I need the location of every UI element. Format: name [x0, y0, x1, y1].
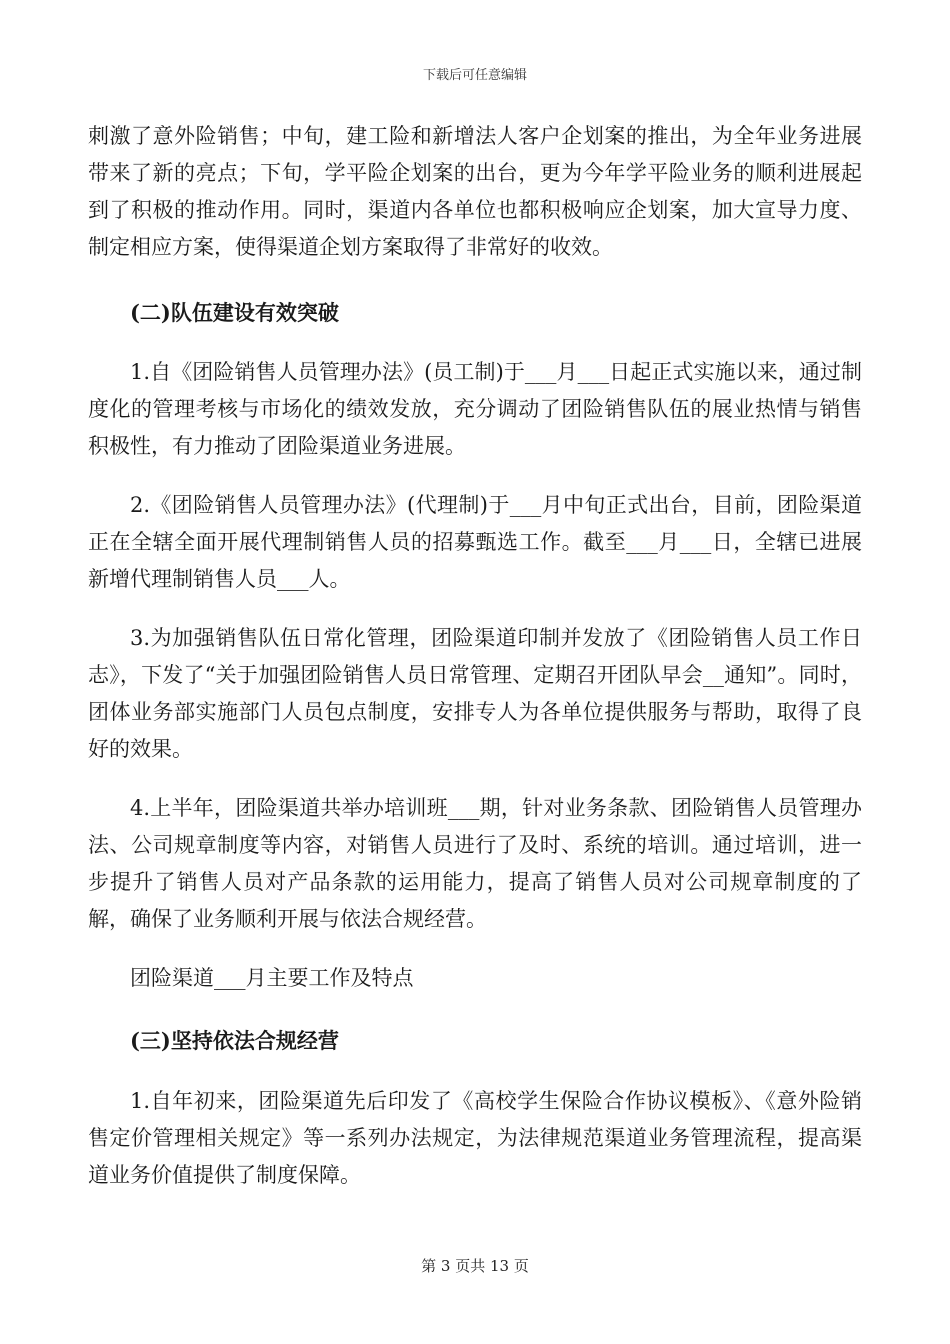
document-body — [88, 118, 862, 1194]
section-heading-3: (三)坚持依法合规经营 — [130, 1028, 339, 1053]
paragraph-item-1: 1.自《团险销售人员管理办法》(员工制)于___月___日起正式实施以来，通过制度化的管理考核与市场化的绩效发放，充分调动了团险销售队伍的展业热情与销售积极性，有力推动了团险渠道业务进展。 — [88, 360, 862, 458]
paragraph-item-4: 4.上半年，团险渠道共举办培训班___期，针对业务条款、团险销售人员管理办法、公司规章制度等内容，对销售人员进行了及时、系统的培训。通过培训，进一步提升了销售人员对产品条款的运用能力，提高了销售人员对公司规章制度的了解，确保了业务顺利开展与依法合规经营。 — [88, 796, 862, 931]
page-footer: 第 3 页共 13 页 — [421, 1257, 529, 1275]
page-header: 下载后可任意编辑 — [422, 68, 527, 83]
paragraph-item-2: 2.《团险销售人员管理办法》(代理制)于___月中旬正式出台，目前，团险渠道正在全辖全面开展代理制销售人员的招募甄选工作。截至___月___日，全辖已进展新增代理制销售人员___人。 — [88, 493, 862, 591]
paragraph-item-1b: 1.自年初来，团险渠道先后印发了《高校学生保险合作协议模板》、《意外险销售定价管理相关规定》等一系列办法规定，为法律规范渠道业务管理流程，提高渠道业务价值提供了制度保障。 — [88, 1089, 862, 1187]
section-heading-2: (二)队伍建设有效突破 — [130, 300, 339, 325]
paragraph-continuation: 刺激了意外险销售；中旬，建工险和新增法人客户企划案的推出，为全年业务进展带来了新的亮点；下旬，学平险企划案的出台，更为今年学平险业务的顺利进展起到了积极的推动作用。同时，渠道内各单位也都积极响应企划案，加大宣导力度、制定相应方案，使得渠道企划方案取得了非常好的收效。 — [88, 124, 862, 259]
subsection-title: 团险渠道___月主要工作及特点 — [130, 966, 414, 990]
paragraph-item-3: 3.为加强销售队伍日常化管理，团险渠道印制并发放了《团险销售人员工作日志》，下发了“关于加强团险销售人员日常管理、定期召开团队早会__通知”。同时，团体业务部实施部门人员包点制度，安排专人为各单位提供服务与帮助，取得了良好的效果。 — [88, 626, 862, 761]
